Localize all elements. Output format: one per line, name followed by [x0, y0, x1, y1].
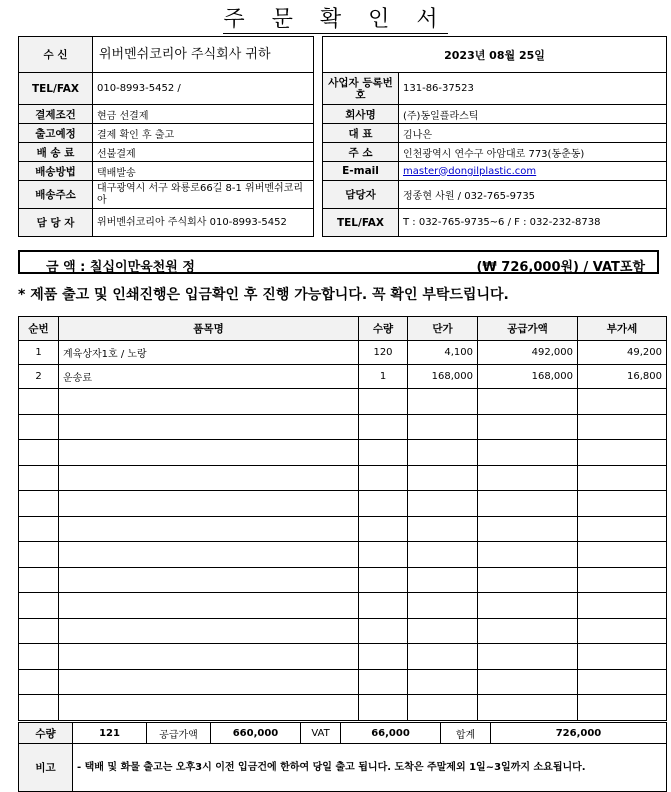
notice-text: * 제품 출고 및 인쇄진행은 입금확인 후 진행 가능합니다. 꼭 확인 부탁드립니다.	[18, 287, 509, 303]
row-vat: 49,200	[578, 341, 667, 365]
label-buyer-tel: TEL/FAX	[19, 73, 93, 105]
empty-cell	[19, 567, 59, 593]
label-seller-manager: 담당자	[323, 181, 399, 209]
label-recipient: 수 신	[19, 37, 93, 73]
empty-cell	[59, 389, 359, 415]
seller-manager-value: 정종현 사원 / 032-765-9735	[399, 181, 667, 209]
empty-cell	[578, 516, 667, 542]
header-vat: 부가세	[578, 317, 667, 341]
empty-cell	[359, 618, 408, 644]
empty-cell	[478, 618, 578, 644]
buyer-address-value: 대구광역시 서구 와룡로66길 8-1 위버멘쉬코리아	[93, 181, 314, 209]
empty-cell	[359, 491, 408, 517]
empty-cell	[19, 516, 59, 542]
empty-cell	[59, 542, 359, 568]
method-value: 택배발송	[93, 162, 314, 181]
row-qty: 1	[359, 365, 408, 389]
empty-row	[19, 593, 667, 619]
label-payment: 결제조건	[19, 105, 93, 124]
label-ship-plan: 출고예정	[19, 124, 93, 143]
ship-plan-value: 결제 확인 후 출고	[93, 124, 314, 143]
empty-cell	[359, 644, 408, 670]
empty-row	[19, 695, 667, 721]
empty-row	[19, 414, 667, 440]
email-cell	[399, 162, 667, 181]
row-unit-price: 168,000	[408, 365, 478, 389]
label-fee: 배 송 료	[19, 143, 93, 162]
empty-row	[19, 465, 667, 491]
empty-cell	[59, 567, 359, 593]
empty-cell	[578, 695, 667, 721]
company-value: (주)동일플라스틱	[399, 105, 667, 124]
header-qty: 수량	[359, 317, 408, 341]
empty-cell	[478, 644, 578, 670]
amount-box	[18, 250, 659, 274]
label-seller-tel: TEL/FAX	[323, 209, 399, 237]
empty-cell	[359, 567, 408, 593]
empty-cell	[19, 618, 59, 644]
items-table	[18, 316, 667, 721]
row-supply: 492,000	[478, 341, 578, 365]
label-method: 배송방법	[19, 162, 93, 181]
empty-cell	[408, 440, 478, 466]
empty-cell	[59, 593, 359, 619]
empty-row	[19, 567, 667, 593]
empty-row	[19, 669, 667, 695]
amount-words: 금 액 : 칠십이만육천원 정	[46, 260, 195, 275]
empty-cell	[19, 389, 59, 415]
empty-cell	[408, 414, 478, 440]
empty-cell	[359, 465, 408, 491]
buyer-manager-value: 위버멘쉬코리아 주식회사 010-8993-5452	[93, 209, 314, 237]
empty-cell	[408, 644, 478, 670]
empty-cell	[59, 414, 359, 440]
empty-cell	[478, 567, 578, 593]
empty-cell	[19, 440, 59, 466]
row-qty: 120	[359, 341, 408, 365]
empty-cell	[59, 669, 359, 695]
empty-cell	[578, 440, 667, 466]
empty-cell	[359, 542, 408, 568]
empty-cell	[478, 389, 578, 415]
seller-tel-value: T : 032-765-9735~6 / F : 032-232-8738	[399, 209, 667, 237]
regno-value: 131-86-37523	[399, 73, 667, 105]
empty-cell	[478, 465, 578, 491]
remarks-text: - 택배 및 화물 출고는 오후3시 이전 입금건에 한하여 당일 출고 됩니다. 도착은 주말제외 1일~3일까지 소요됩니다.	[73, 744, 667, 792]
empty-cell	[59, 516, 359, 542]
empty-cell	[478, 440, 578, 466]
empty-row	[19, 440, 667, 466]
empty-cell	[59, 440, 359, 466]
row-item: 운송료	[59, 365, 359, 389]
empty-cell	[478, 491, 578, 517]
empty-cell	[578, 567, 667, 593]
empty-cell	[478, 695, 578, 721]
amount-figure: (₩ 726,000원) / VAT포함	[476, 260, 645, 275]
document-title: 주 문 확 인 서	[223, 7, 448, 32]
empty-cell	[578, 542, 667, 568]
order-date: 2023년 08월 25일	[323, 37, 667, 73]
header-item: 품목명	[59, 317, 359, 341]
table-row	[19, 341, 667, 365]
empty-cell	[359, 593, 408, 619]
row-unit-price: 4,100	[408, 341, 478, 365]
row-vat: 16,800	[578, 365, 667, 389]
total-vat-value: 66,000	[341, 723, 441, 744]
empty-cell	[578, 414, 667, 440]
empty-cell	[59, 491, 359, 517]
empty-row	[19, 542, 667, 568]
empty-cell	[359, 440, 408, 466]
header-supply: 공급가액	[478, 317, 578, 341]
empty-cell	[19, 542, 59, 568]
empty-cell	[408, 593, 478, 619]
empty-cell	[578, 491, 667, 517]
empty-cell	[478, 516, 578, 542]
empty-cell	[408, 491, 478, 517]
table-row	[19, 365, 667, 389]
seller-address-value: 인천광역시 연수구 아암대로 773(동춘동)	[399, 143, 667, 162]
label-company: 회사명	[323, 105, 399, 124]
empty-cell	[19, 695, 59, 721]
empty-cell	[19, 644, 59, 670]
empty-cell	[478, 669, 578, 695]
empty-cell	[478, 414, 578, 440]
total-qty-value: 121	[73, 723, 147, 744]
empty-cell	[359, 389, 408, 415]
empty-cell	[408, 669, 478, 695]
empty-cell	[408, 389, 478, 415]
empty-cell	[578, 465, 667, 491]
empty-cell	[578, 669, 667, 695]
empty-cell	[408, 516, 478, 542]
buyer-table	[18, 36, 314, 237]
label-buyer-address: 배송주소	[19, 181, 93, 209]
empty-row	[19, 516, 667, 542]
empty-cell	[59, 465, 359, 491]
header-unit-price: 단가	[408, 317, 478, 341]
empty-cell	[359, 414, 408, 440]
items-header-row	[19, 317, 667, 341]
payment-value: 현금 선결제	[93, 105, 314, 124]
empty-row	[19, 618, 667, 644]
empty-cell	[408, 465, 478, 491]
header-no: 순번	[19, 317, 59, 341]
fee-value: 선불결제	[93, 143, 314, 162]
empty-cell	[478, 593, 578, 619]
empty-cell	[408, 695, 478, 721]
empty-cell	[59, 644, 359, 670]
label-ceo: 대 표	[323, 124, 399, 143]
empty-cell	[359, 695, 408, 721]
buyer-tel-value: 010-8993-5452 /	[93, 73, 314, 105]
empty-cell	[478, 542, 578, 568]
row-no: 2	[19, 365, 59, 389]
empty-cell	[578, 644, 667, 670]
empty-cell	[19, 465, 59, 491]
label-seller-address: 주 소	[323, 143, 399, 162]
row-no: 1	[19, 341, 59, 365]
empty-row	[19, 644, 667, 670]
label-regno: 사업자 등록번호	[323, 73, 399, 105]
empty-cell	[578, 618, 667, 644]
label-total-qty: 수량	[19, 723, 73, 744]
empty-cell	[359, 516, 408, 542]
label-buyer-manager: 담 당 자	[19, 209, 93, 237]
recipient-value: 위버멘쉬코리아 주식회사 귀하	[93, 37, 314, 73]
empty-cell	[59, 695, 359, 721]
empty-cell	[19, 414, 59, 440]
label-total-vat: VAT	[301, 723, 341, 744]
empty-cell	[578, 389, 667, 415]
label-grand-total: 합계	[441, 723, 491, 744]
totals-table	[18, 722, 667, 792]
empty-cell	[408, 542, 478, 568]
grand-total-value: 726,000	[491, 723, 667, 744]
empty-row	[19, 491, 667, 517]
label-total-supply: 공급가액	[147, 723, 211, 744]
empty-cell	[19, 593, 59, 619]
empty-cell	[408, 618, 478, 644]
total-supply-value: 660,000	[211, 723, 301, 744]
empty-cell	[19, 669, 59, 695]
seller-table	[322, 36, 667, 237]
email-link[interactable]: master@dongilplastic.com	[403, 165, 537, 177]
label-remarks: 비고	[19, 744, 73, 792]
row-item: 계육상자1호 / 노랑	[59, 341, 359, 365]
empty-cell	[59, 618, 359, 644]
empty-cell	[408, 567, 478, 593]
empty-cell	[19, 491, 59, 517]
ceo-value: 김나은	[399, 124, 667, 143]
empty-row	[19, 389, 667, 415]
label-email: E-mail	[323, 162, 399, 181]
empty-cell	[578, 593, 667, 619]
empty-cell	[359, 669, 408, 695]
row-supply: 168,000	[478, 365, 578, 389]
